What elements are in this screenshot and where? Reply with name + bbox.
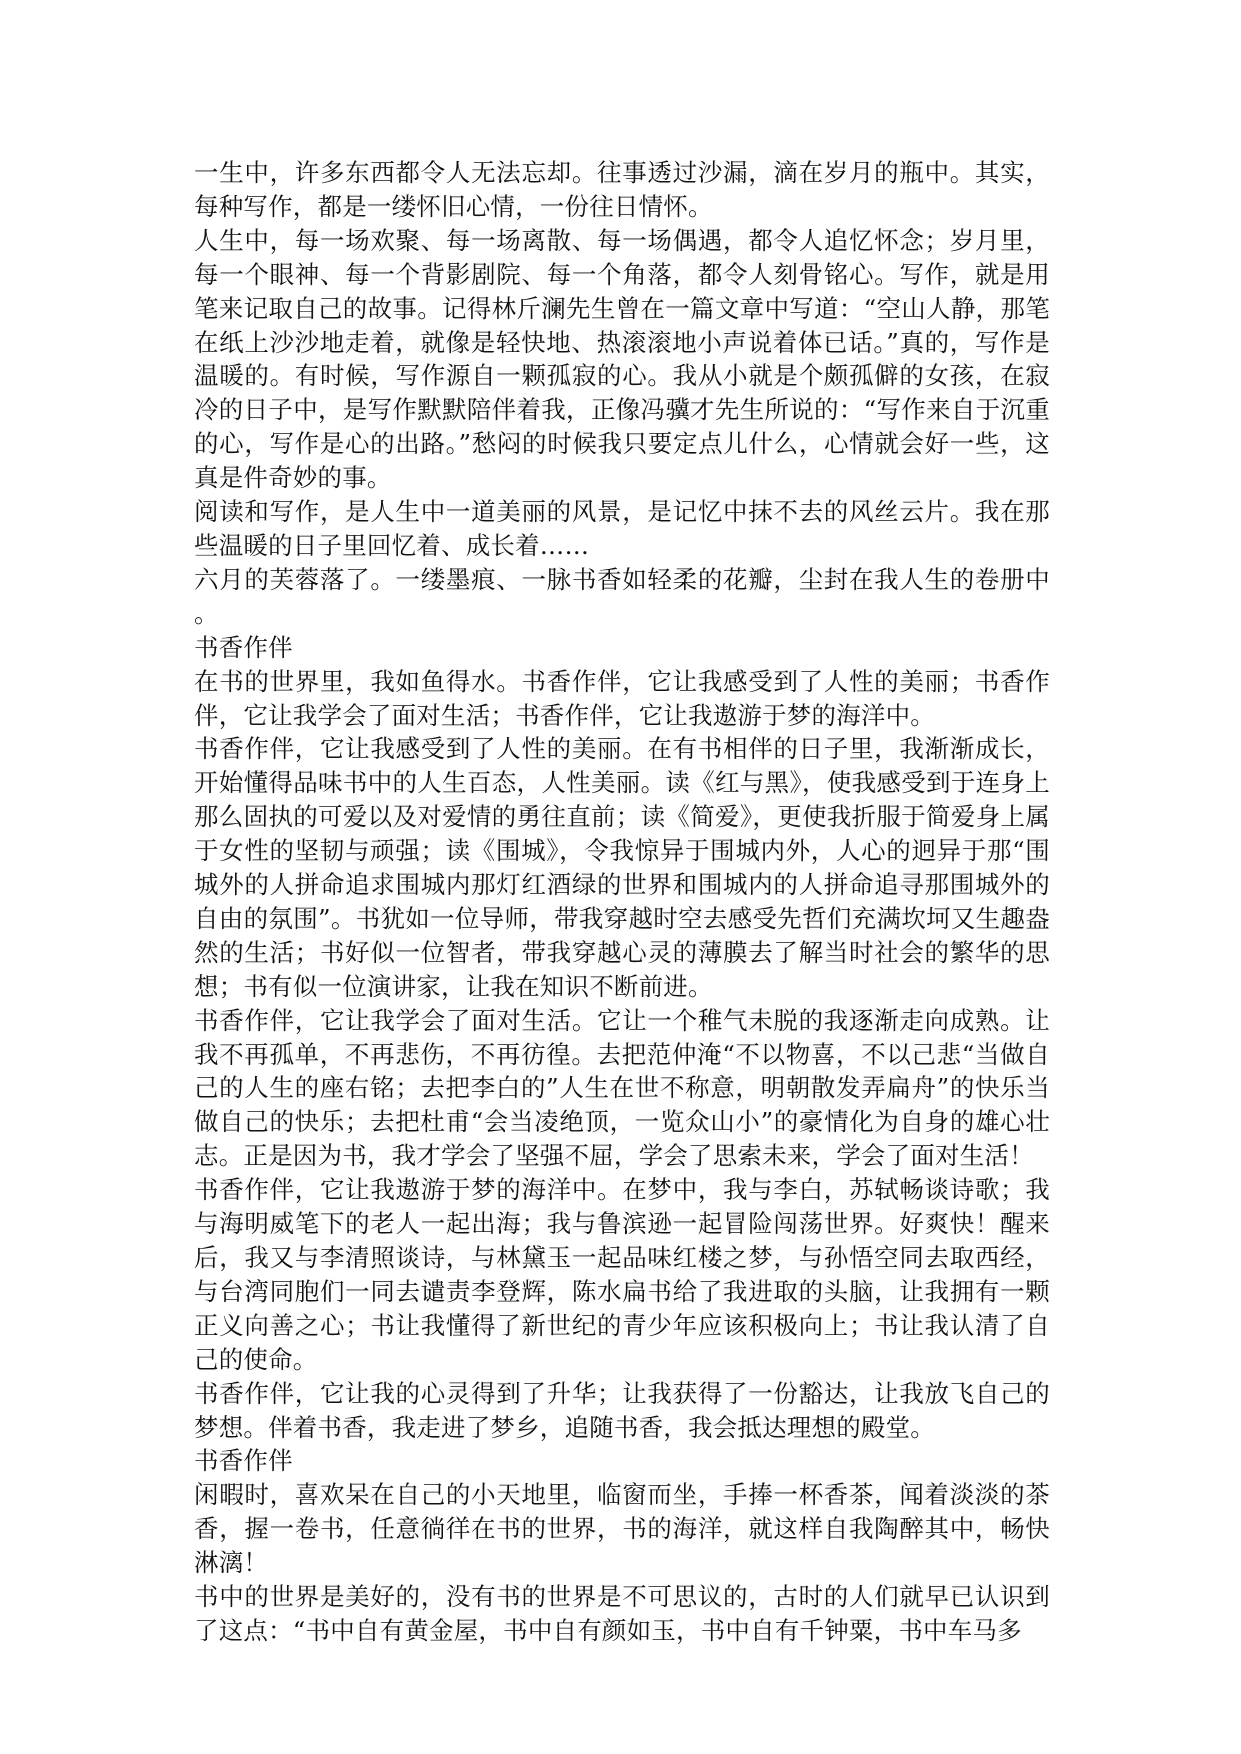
paragraph-8: 书香作伴，它让我遨游于梦的海洋中。在梦中，我与李白，苏轼畅谈诗歌；我与海明威笔下的老人一起出海；我与鲁滨逊一起冒险闯荡世界。好爽快！醒来后，我又与李清照谈诗，与林黛玉一起品味红楼之梦，与孙悟空同去取西经，与台湾同胞们一同去谴责李登辉，陈水扁书给了我进取的头脑，让我拥有一颗正义向善之心；书让我懂得了新世纪的青少年应该积极向上；书让我认清了自己的使命。 xyxy=(194,1175,1050,1374)
paragraph-10: 闲暇时，喜欢呆在自己的小天地里，临窗而坐，手捧一杯香茶，闻着淡淡的茶香，握一卷书，任意徜徉在书的世界，书的海洋，就这样自我陶醉其中，畅快淋漓！ xyxy=(194,1480,1050,1578)
paragraph-1: 一生中，许多东西都令人无法忘却。往事透过沙漏，滴在岁月的瓶中。其实，每种写作，都是一缕怀旧心情，一份往日情怀。 xyxy=(194,158,1050,221)
paragraph-4: 六月的芙蓉落了。一缕墨痕、一脉书香如轻柔的花瓣，尘封在我人生的卷册中。 xyxy=(194,564,1050,628)
section-heading-2: 书香作伴 xyxy=(194,1446,293,1476)
document-body xyxy=(194,156,1050,1648)
paragraph-3: 阅读和写作，是人生中一道美丽的风景，是记忆中抹不去的风丝云片。我在那些温暖的日子里回忆着、成长着…… xyxy=(194,497,1050,560)
paragraph-9: 书香作伴，它让我的心灵得到了升华；让我获得了一份豁达，让我放飞自己的梦想。伴着书香，我走进了梦乡，追随书香，我会抵达理想的殿堂。 xyxy=(194,1378,1050,1442)
section-heading-1: 书香作伴 xyxy=(194,632,293,662)
paragraph-11: 书中的世界是美好的，没有书的世界是不可思议的，古时的人们就早已认识到了这点：“书中自有黄金屋，书中自有颜如玉，书中自有千钟粟，书中车马多 xyxy=(194,1582,1050,1645)
paragraph-6: 书香作伴，它让我感受到了人性的美丽。在有书相伴的日子里，我渐渐成长，开始懂得品味书中的人生百态，人性美丽。读《红与黑》，使我感受到于连身上那么固执的可爱以及对爱情的勇往直前；读《简爱》，更使我折服于简爱身上属于女性的坚韧与顽强；读《围城》，令我惊异于围城内外，人心的迥异于那“围城外的人拼命追求围城内那灯红酒绿的世界和围城内的人拼命追寻那围城外的自由的氛围”。书犹如一位导师，带我穿越时空去感受先哲们充满坎坷又生趣盎然的生活；书好似一位智者，带我穿越心灵的薄膜去了解当时社会的繁华的思想；书有似一位演讲家，让我在知识不断前进。 xyxy=(194,734,1050,1001)
paragraph-5: 在书的世界里，我如鱼得水。书香作伴，它让我感受到了人性的美丽；书香作伴，它让我学会了面对生活；书香作伴，它让我遨游于梦的海洋中。 xyxy=(194,666,1050,730)
paragraph-2: 人生中，每一场欢聚、每一场离散、每一场偶遇，都令人追忆怀念；岁月里，每一个眼神、每一个背影剧院、每一个角落，都令人刻骨铭心。写作，就是用笔来记取自己的故事。记得林斤澜先生曾在一篇文章中写道：“空山人静，那笔在纸上沙沙地走着，就像是轻快地、热滚滚地小声说着体已话。”真的，写作是温暖的。有时候，写作源自一颗孤寂的心。我从小就是个颇孤僻的女孩，在寂冷的日子中，是写作默默陪伴着我，正像冯骥才先生所说的：“写作来自于沉重的心，写作是心的出路。”愁闷的时候我只要定点儿什么，心情就会好一些，这真是件奇妙的事。 xyxy=(194,225,1050,493)
paragraph-7: 书香作伴，它让我学会了面对生活。它让一个稚气未脱的我逐渐走向成熟。让我不再孤单，不再悲伤，不再彷徨。去把范仲淹“不以物喜，不以己悲“当做自己的人生的座右铭；去把李白的”人生在世不称意，明朝散发弄扁舟”的快乐当做自己的快乐；去把杜甫“会当凌绝顶，一览众山小”的豪情化为自身的雄心壮志。正是因为书，我才学会了坚强不屈，学会了思索未来，学会了面对生活！ xyxy=(194,1005,1050,1171)
